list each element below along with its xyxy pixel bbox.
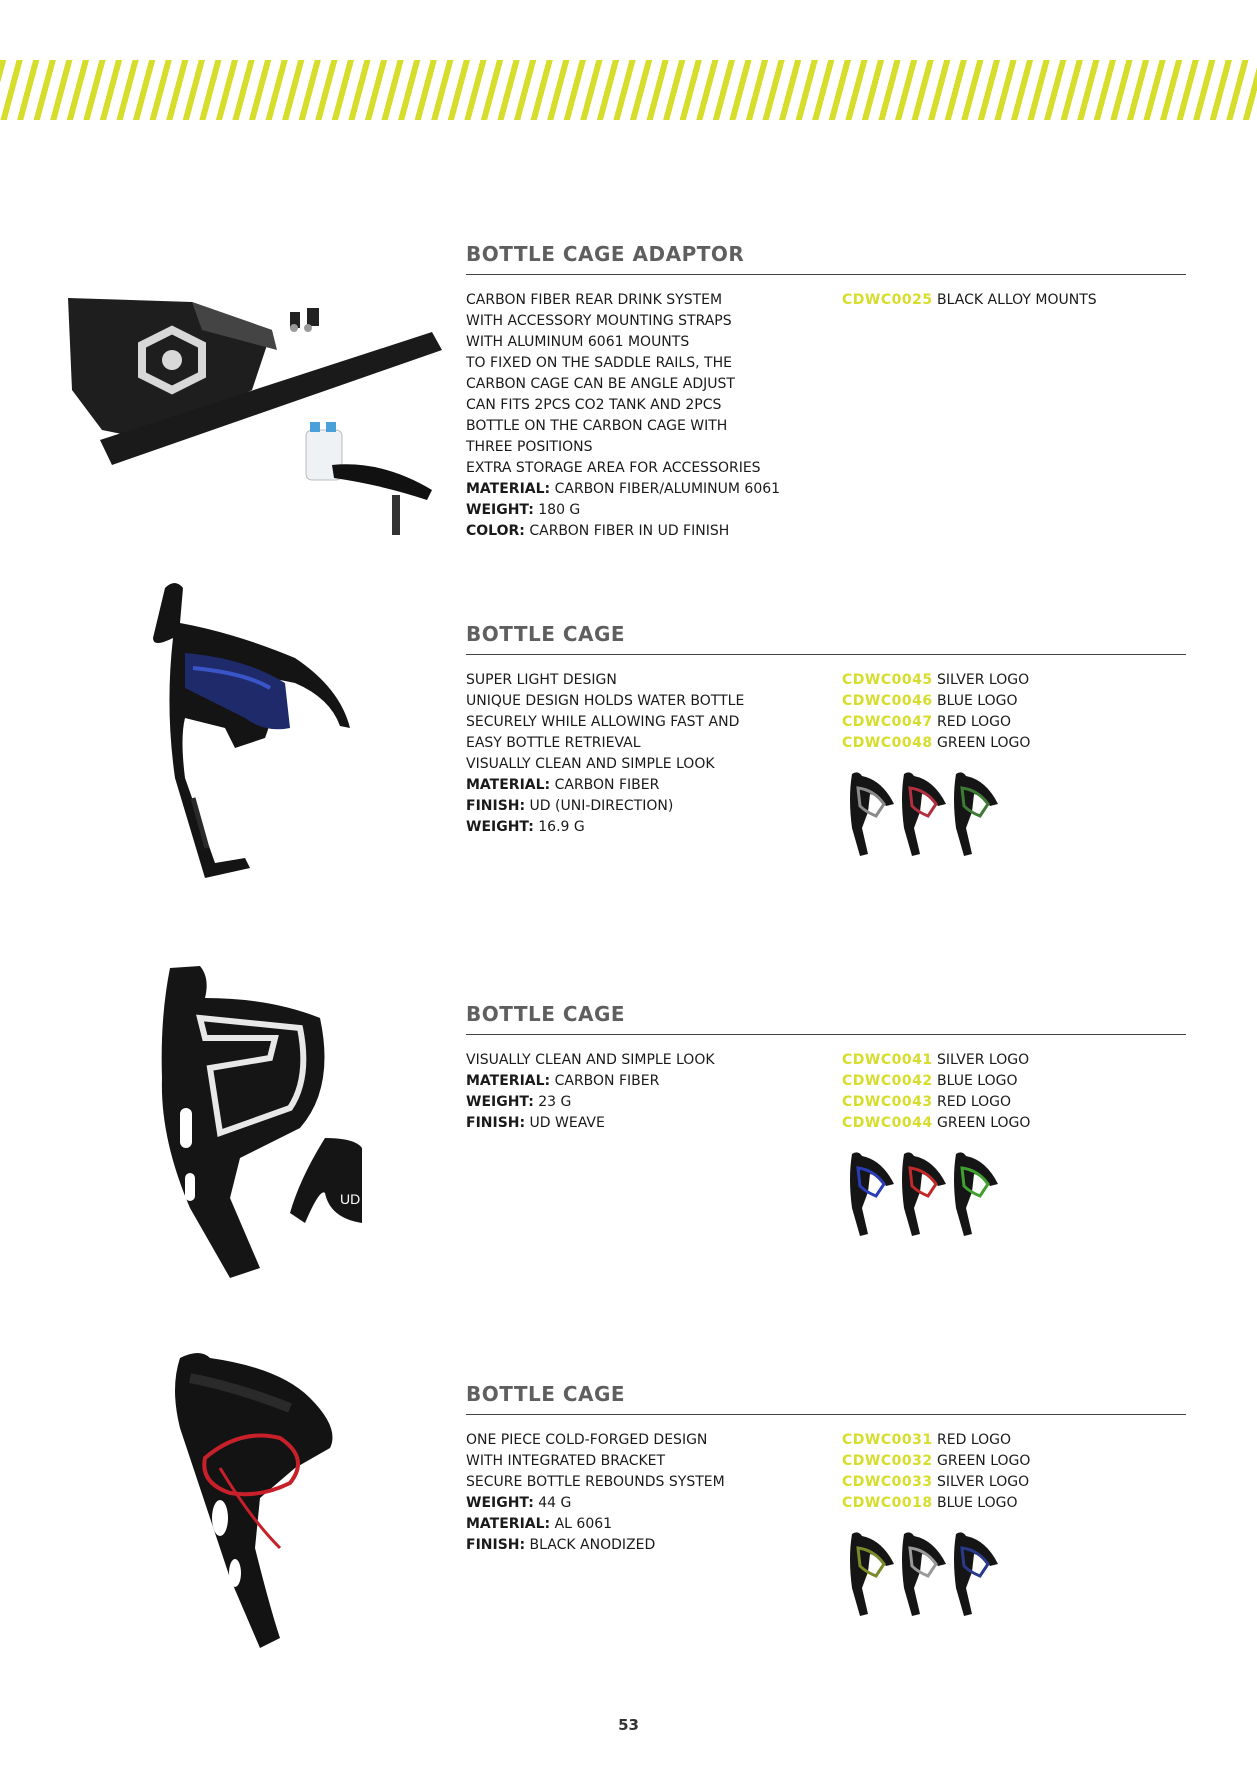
spec-text: CARBON FIBER/ALUMINUM 6061 xyxy=(550,481,781,497)
description-line xyxy=(466,1071,842,1092)
description-line xyxy=(466,712,842,733)
product-code-row xyxy=(842,670,1030,691)
spec-label: FINISH: xyxy=(466,798,526,814)
description-line xyxy=(466,1050,842,1071)
spec-text: 44 G xyxy=(533,1495,572,1511)
product-code: CDWC0032 xyxy=(842,1453,933,1469)
description-line xyxy=(466,670,842,691)
spec-text: CARBON FIBER xyxy=(550,1073,660,1089)
product-code-row xyxy=(842,290,1097,311)
product-section-cage-weave xyxy=(466,1002,1186,1243)
detail-label: UD xyxy=(340,1191,361,1207)
spec-text: BOTTLE ON THE CARBON CAGE WITH xyxy=(466,418,728,434)
product-code-row xyxy=(842,1092,1030,1113)
spec-text: WITH ALUMINUM 6061 MOUNTS xyxy=(466,334,690,350)
description-line xyxy=(466,479,842,500)
description-line xyxy=(466,311,842,332)
description-line xyxy=(466,1535,842,1556)
product-code-row xyxy=(842,1493,1030,1514)
carbon-weave-cage-image xyxy=(150,958,430,1288)
spec-text: VISUALLY CLEAN AND SIMPLE LOOK xyxy=(466,756,715,772)
spec-label: FINISH: xyxy=(466,1537,526,1553)
adaptor-product-image xyxy=(62,290,442,540)
color-variants xyxy=(842,1528,1030,1628)
description-line xyxy=(466,775,842,796)
section-title: BOTTLE CAGE xyxy=(466,1382,626,1406)
product-code-variant: BLACK ALLOY MOUNTS xyxy=(932,292,1097,308)
product-code-variant: BLUE LOGO xyxy=(932,693,1018,709)
product-description xyxy=(466,670,842,863)
spec-text: SUPER LIGHT DESIGN xyxy=(466,672,617,688)
spec-label: MATERIAL: xyxy=(466,481,551,497)
spec-text: SECURE BOTTLE REBOUNDS SYSTEM xyxy=(466,1474,725,1490)
variant-thumbnails-image xyxy=(842,1148,1004,1243)
description-line xyxy=(466,1092,842,1113)
product-code-variant: RED LOGO xyxy=(932,1432,1012,1448)
alloy-cage-image xyxy=(160,1348,370,1678)
color-variants xyxy=(842,1148,1030,1243)
product-code-row xyxy=(842,1451,1030,1472)
product-codes xyxy=(842,290,1097,542)
product-code-row xyxy=(842,712,1030,733)
product-code-row xyxy=(842,1430,1030,1451)
section-title: BOTTLE CAGE ADAPTOR xyxy=(466,242,745,266)
spec-text: UD (UNI-DIRECTION) xyxy=(525,798,674,814)
product-code: CDWC0025 xyxy=(842,292,933,308)
product-code-variant: SILVER LOGO xyxy=(932,1474,1030,1490)
description-line xyxy=(466,1514,842,1535)
product-code-variant: SILVER LOGO xyxy=(932,1052,1030,1068)
section-title: BOTTLE CAGE xyxy=(466,622,626,646)
spec-text: EXTRA STORAGE AREA FOR ACCESSORIES xyxy=(466,460,761,476)
product-code-variant: GREEN LOGO xyxy=(932,1453,1031,1469)
variant-thumbnails-image xyxy=(842,768,1004,863)
spec-text: BLACK ANODIZED xyxy=(525,1537,656,1553)
spec-label: MATERIAL: xyxy=(466,1073,551,1089)
product-codes xyxy=(842,1430,1030,1514)
product-code: CDWC0031 xyxy=(842,1432,933,1448)
section-divider xyxy=(466,274,1186,275)
spec-label: WEIGHT: xyxy=(466,502,534,518)
header-stripe-band xyxy=(0,60,1257,120)
spec-text: THREE POSITIONS xyxy=(466,439,593,455)
product-code: CDWC0044 xyxy=(842,1115,933,1131)
spec-text: CARBON CAGE CAN BE ANGLE ADJUST xyxy=(466,376,735,392)
spec-text: 16.9 G xyxy=(533,819,585,835)
spec-text: UNIQUE DESIGN HOLDS WATER BOTTLE xyxy=(466,693,745,709)
spec-text: UD WEAVE xyxy=(525,1115,605,1131)
product-section-adaptor xyxy=(466,242,1186,542)
spec-label: WEIGHT: xyxy=(466,1495,534,1511)
product-code-variant: GREEN LOGO xyxy=(932,735,1031,751)
spec-label: FINISH: xyxy=(466,1115,526,1131)
variant-thumbnails-image xyxy=(842,1528,1004,1628)
spec-text: CARBON FIBER xyxy=(550,777,660,793)
product-code-row xyxy=(842,1071,1030,1092)
product-code-row xyxy=(842,1472,1030,1493)
description-line xyxy=(466,754,842,775)
product-description xyxy=(466,290,842,542)
product-code-variant: RED LOGO xyxy=(932,1094,1012,1110)
product-code: CDWC0047 xyxy=(842,714,933,730)
product-code-row xyxy=(842,1113,1030,1134)
carbon-ud-cage-image xyxy=(145,578,355,898)
product-code: CDWC0043 xyxy=(842,1094,933,1110)
description-line xyxy=(466,733,842,754)
description-line xyxy=(466,458,842,479)
description-line xyxy=(466,1451,842,1472)
description-line xyxy=(466,796,842,817)
spec-label: MATERIAL: xyxy=(466,1516,551,1532)
spec-text: SECURELY WHILE ALLOWING FAST AND xyxy=(466,714,740,730)
product-codes xyxy=(842,670,1030,754)
product-description xyxy=(466,1050,842,1243)
description-line xyxy=(466,817,842,838)
product-code: CDWC0042 xyxy=(842,1073,933,1089)
section-title: BOTTLE CAGE xyxy=(466,1002,626,1026)
product-codes xyxy=(842,1050,1030,1134)
product-code: CDWC0041 xyxy=(842,1052,933,1068)
product-code-variant: GREEN LOGO xyxy=(932,1115,1031,1131)
spec-text: 180 G xyxy=(533,502,581,518)
description-line xyxy=(466,1113,842,1134)
spec-text: CARBON FIBER REAR DRINK SYSTEM xyxy=(466,292,723,308)
description-line xyxy=(466,395,842,416)
product-code-variant: SILVER LOGO xyxy=(932,672,1030,688)
product-code: CDWC0045 xyxy=(842,672,933,688)
spec-text: AL 6061 xyxy=(550,1516,613,1532)
spec-label: COLOR: xyxy=(466,523,525,539)
section-divider xyxy=(466,654,1186,655)
spec-label: WEIGHT: xyxy=(466,819,534,835)
description-line xyxy=(466,500,842,521)
product-section-cage-ud xyxy=(466,622,1186,863)
color-variants xyxy=(842,768,1030,863)
spec-text: WITH INTEGRATED BRACKET xyxy=(466,1453,666,1469)
description-line xyxy=(466,691,842,712)
product-code: CDWC0046 xyxy=(842,693,933,709)
page-number: 53 xyxy=(618,1716,639,1734)
spec-text: CARBON FIBER IN UD FINISH xyxy=(524,523,730,539)
description-line xyxy=(466,332,842,353)
product-code: CDWC0048 xyxy=(842,735,933,751)
spec-label: WEIGHT: xyxy=(466,1094,534,1110)
description-line xyxy=(466,290,842,311)
description-line xyxy=(466,1472,842,1493)
description-line xyxy=(466,374,842,395)
spec-label: MATERIAL: xyxy=(466,777,551,793)
spec-text: EASY BOTTLE RETRIEVAL xyxy=(466,735,641,751)
section-divider xyxy=(466,1414,1186,1415)
spec-text: TO FIXED ON THE SADDLE RAILS, THE xyxy=(466,355,732,371)
product-code: CDWC0033 xyxy=(842,1474,933,1490)
product-code-row xyxy=(842,1050,1030,1071)
description-line xyxy=(466,521,842,542)
product-code-row xyxy=(842,733,1030,754)
product-code: CDWC0018 xyxy=(842,1495,933,1511)
description-line xyxy=(466,437,842,458)
spec-text: 23 G xyxy=(533,1094,572,1110)
description-line xyxy=(466,1430,842,1451)
spec-text: CAN FITS 2PCS CO2 TANK AND 2PCS xyxy=(466,397,722,413)
spec-text: WITH ACCESSORY MOUNTING STRAPS xyxy=(466,313,732,329)
product-description xyxy=(466,1430,842,1628)
product-section-cage-alloy xyxy=(466,1382,1186,1628)
spec-text: ONE PIECE COLD-FORGED DESIGN xyxy=(466,1432,708,1448)
product-code-variant: RED LOGO xyxy=(932,714,1012,730)
product-code-variant: BLUE LOGO xyxy=(932,1495,1018,1511)
section-divider xyxy=(466,1034,1186,1035)
product-code-row xyxy=(842,691,1030,712)
description-line xyxy=(466,1493,842,1514)
description-line xyxy=(466,353,842,374)
description-line xyxy=(466,416,842,437)
product-code-variant: BLUE LOGO xyxy=(932,1073,1018,1089)
spec-text: VISUALLY CLEAN AND SIMPLE LOOK xyxy=(466,1052,715,1068)
